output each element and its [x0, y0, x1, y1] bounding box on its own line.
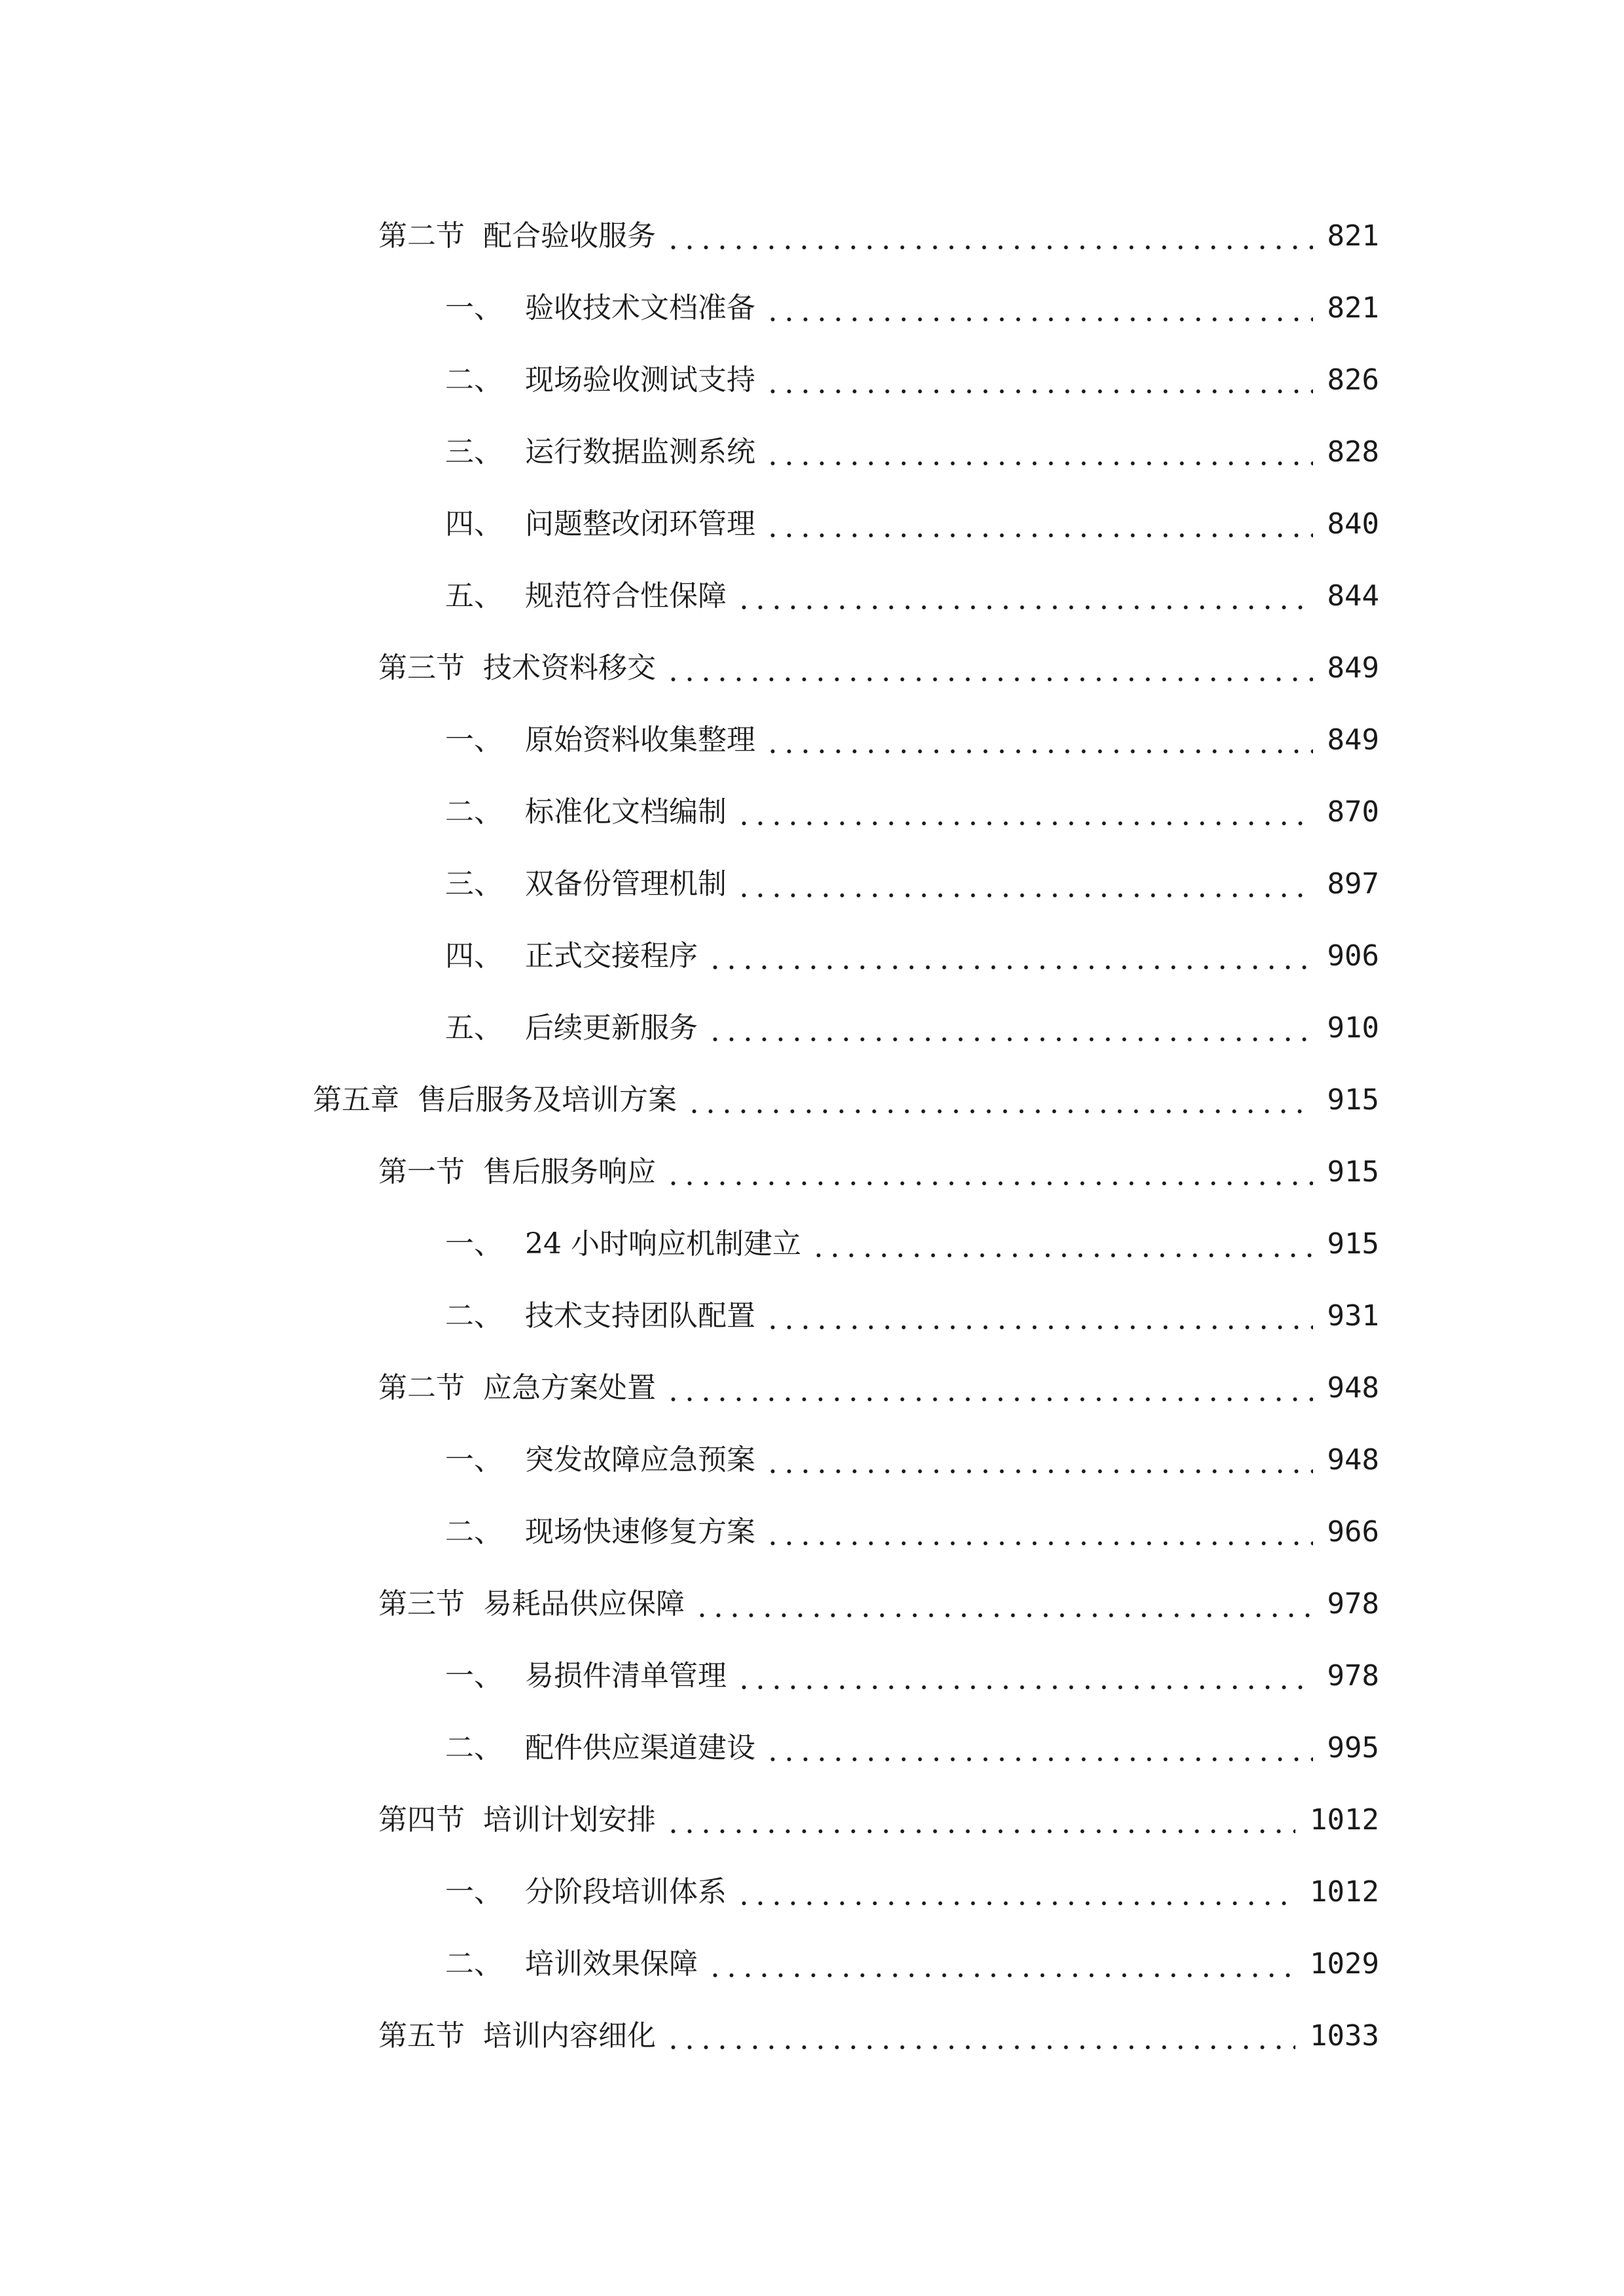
toc-entry-page-number: 1012: [1310, 1875, 1379, 1909]
toc-entry-page-number: 966: [1327, 1515, 1379, 1549]
toc-entry-title: 正式交接程序: [525, 939, 698, 973]
toc-entry-page-number: 828: [1327, 435, 1379, 469]
toc-entry[interactable]: [0, 1208, 1624, 1280]
toc-entry-title: 24 小时响应机制建立: [525, 1227, 801, 1261]
toc-entry-marker: 二、: [445, 1515, 503, 1549]
toc-dot-leader: [686, 1109, 1313, 1114]
toc-entry-title: 问题整改闭环管理: [525, 507, 755, 541]
toc-entry-marker: 二、: [445, 363, 503, 397]
toc-entry-page-number: 978: [1327, 1659, 1379, 1693]
toc-entry[interactable]: [0, 776, 1624, 848]
toc-entry-marker: 四、: [445, 939, 503, 973]
toc-entry-title: 培训效果保障: [525, 1947, 698, 1981]
toc-entry[interactable]: [0, 1352, 1624, 1424]
toc-entry-title: 配件供应渠道建设: [525, 1731, 755, 1765]
toc-entry-title: 培训计划安排: [483, 1803, 656, 1837]
toc-entry[interactable]: [0, 1496, 1624, 1568]
toc-entry-marker: 二、: [445, 1947, 503, 1981]
toc-entry-title: 原始资料收集整理: [525, 723, 755, 757]
toc-entry-marker: 第五节: [378, 2019, 465, 2053]
toc-entry[interactable]: [0, 200, 1624, 272]
toc-entry-marker: 二、: [445, 1731, 503, 1765]
toc-entry[interactable]: [0, 1568, 1624, 1640]
toc-entry-marker: 一、: [445, 723, 503, 757]
toc-entry[interactable]: [0, 848, 1624, 920]
toc-entry-title: 技术资料移交: [483, 651, 656, 685]
toc-entry-page-number: 849: [1327, 651, 1379, 685]
toc-entry-title: 运行数据监测系统: [525, 435, 755, 469]
toc-entry-marker: 第四节: [378, 1803, 465, 1837]
toc-entry-title: 标准化文档编制: [525, 795, 727, 829]
toc-dot-leader: [736, 605, 1313, 610]
toc-entry-page-number: 840: [1327, 507, 1379, 541]
toc-dot-leader: [707, 965, 1313, 970]
toc-dot-leader: [765, 389, 1313, 394]
toc-entry-title: 应急方案处置: [483, 1371, 656, 1405]
toc-entry-marker: 二、: [445, 1299, 503, 1333]
toc-dot-leader: [810, 1253, 1313, 1258]
toc-entry-title: 突发故障应急预案: [525, 1443, 755, 1477]
toc-entry-marker: 一、: [445, 1875, 503, 1909]
toc-entry-page-number: 948: [1327, 1371, 1379, 1405]
toc-entry-marker: 五、: [445, 579, 503, 613]
toc-entry-marker: 五、: [445, 1011, 503, 1045]
toc-dot-leader: [665, 1397, 1313, 1402]
toc-entry-title: 易耗品供应保障: [483, 1587, 685, 1621]
toc-dot-leader: [765, 317, 1313, 322]
toc-dot-leader: [707, 1037, 1313, 1042]
toc-dot-leader: [765, 1757, 1313, 1762]
toc-entry[interactable]: [0, 1928, 1624, 2000]
toc-entry-page-number: 915: [1327, 1155, 1379, 1189]
toc-entry-title: 现场快速修复方案: [525, 1515, 755, 1549]
toc-entry-page-number: 849: [1327, 723, 1379, 757]
toc-entry-page-number: 915: [1327, 1227, 1379, 1261]
toc-entry[interactable]: [0, 416, 1624, 488]
toc-entry-marker: 一、: [445, 291, 503, 325]
toc-entry-title: 分阶段培训体系: [525, 1875, 727, 1909]
toc-entry[interactable]: [0, 560, 1624, 632]
toc-entry-title: 易损件清单管理: [525, 1659, 727, 1693]
toc-entry[interactable]: [0, 488, 1624, 560]
toc-entry-marker: 四、: [445, 507, 503, 541]
toc-dot-leader: [765, 749, 1313, 754]
toc-entry[interactable]: [0, 992, 1624, 1064]
toc-entry[interactable]: [0, 1280, 1624, 1352]
toc-dot-leader: [765, 533, 1313, 538]
toc-entry-title: 售后服务及培训方案: [418, 1083, 677, 1117]
toc-entry-page-number: 844: [1327, 579, 1379, 613]
toc-entry-page-number: 1012: [1310, 1803, 1379, 1837]
toc-entry-page-number: 1033: [1310, 2019, 1379, 2053]
toc-entry-marker: 第一节: [378, 1155, 465, 1189]
toc-entry-marker: 第二节: [378, 1371, 465, 1405]
toc-entry-page-number: 931: [1327, 1299, 1379, 1333]
toc-dot-leader: [665, 245, 1313, 250]
toc-entry-marker: 第三节: [378, 1587, 465, 1621]
toc-dot-leader: [736, 821, 1313, 826]
toc-entry-title: 后续更新服务: [525, 1011, 698, 1045]
toc-entry-title: 技术支持团队配置: [525, 1299, 755, 1333]
toc-dot-leader: [736, 1685, 1313, 1690]
toc-entry[interactable]: [0, 1424, 1624, 1496]
toc-entry-marker: 二、: [445, 795, 503, 829]
toc-entry-title: 配合验收服务: [483, 219, 656, 253]
toc-entry[interactable]: [0, 1640, 1624, 1712]
toc-entry-title: 双备份管理机制: [525, 867, 727, 901]
toc-entry-page-number: 897: [1327, 867, 1379, 901]
toc-entry-title: 培训内容细化: [483, 2019, 656, 2053]
toc-dot-leader: [736, 1901, 1295, 1906]
toc-entry-page-number: 821: [1327, 291, 1379, 325]
toc-entry-marker: 一、: [445, 1443, 503, 1477]
toc-entry[interactable]: [0, 1064, 1624, 1136]
toc-entry-page-number: 910: [1327, 1011, 1379, 1045]
toc-dot-leader: [765, 1541, 1313, 1546]
toc-entry[interactable]: [0, 2000, 1624, 2072]
toc-entry-page-number: 948: [1327, 1443, 1379, 1477]
toc-dot-leader: [765, 1469, 1313, 1474]
toc-entry-marker: 一、: [445, 1659, 503, 1693]
toc-entry[interactable]: [0, 632, 1624, 704]
toc-entry-page-number: 995: [1327, 1731, 1379, 1765]
toc-entry-page-number: 826: [1327, 363, 1379, 397]
toc-dot-leader: [665, 1829, 1295, 1834]
toc-entry-marker: 第二节: [378, 219, 465, 253]
toc-entry-marker: 三、: [445, 867, 503, 901]
table-of-contents: [0, 200, 1624, 2072]
toc-dot-leader: [736, 893, 1313, 898]
toc-entry-marker: 一、: [445, 1227, 503, 1261]
toc-entry[interactable]: [0, 704, 1624, 776]
toc-entry[interactable]: [0, 1784, 1624, 1856]
toc-dot-leader: [665, 1181, 1313, 1186]
toc-entry[interactable]: [0, 1136, 1624, 1208]
toc-entry-page-number: 1029: [1310, 1947, 1379, 1981]
toc-entry-page-number: 978: [1327, 1587, 1379, 1621]
toc-entry-title: 现场验收测试支持: [525, 363, 755, 397]
toc-entry[interactable]: [0, 920, 1624, 992]
toc-dot-leader: [665, 2045, 1295, 2050]
toc-dot-leader: [707, 1973, 1295, 1978]
toc-entry-page-number: 906: [1327, 939, 1379, 973]
toc-entry-page-number: 915: [1327, 1083, 1379, 1117]
toc-entry-marker: 三、: [445, 435, 503, 469]
toc-entry-title: 售后服务响应: [483, 1155, 656, 1189]
toc-dot-leader: [694, 1613, 1313, 1618]
toc-entry-page-number: 821: [1327, 219, 1379, 253]
toc-entry[interactable]: [0, 344, 1624, 416]
toc-entry-marker: 第三节: [378, 651, 465, 685]
toc-entry-title: 规范符合性保障: [525, 579, 727, 613]
toc-dot-leader: [765, 1325, 1313, 1330]
toc-entry-title: 验收技术文档准备: [525, 291, 755, 325]
toc-entry[interactable]: [0, 272, 1624, 344]
toc-dot-leader: [665, 677, 1313, 682]
toc-entry[interactable]: [0, 1856, 1624, 1928]
toc-entry[interactable]: [0, 1712, 1624, 1784]
toc-entry-marker: 第五章: [313, 1083, 399, 1117]
toc-entry-page-number: 870: [1327, 795, 1379, 829]
toc-dot-leader: [765, 461, 1313, 466]
